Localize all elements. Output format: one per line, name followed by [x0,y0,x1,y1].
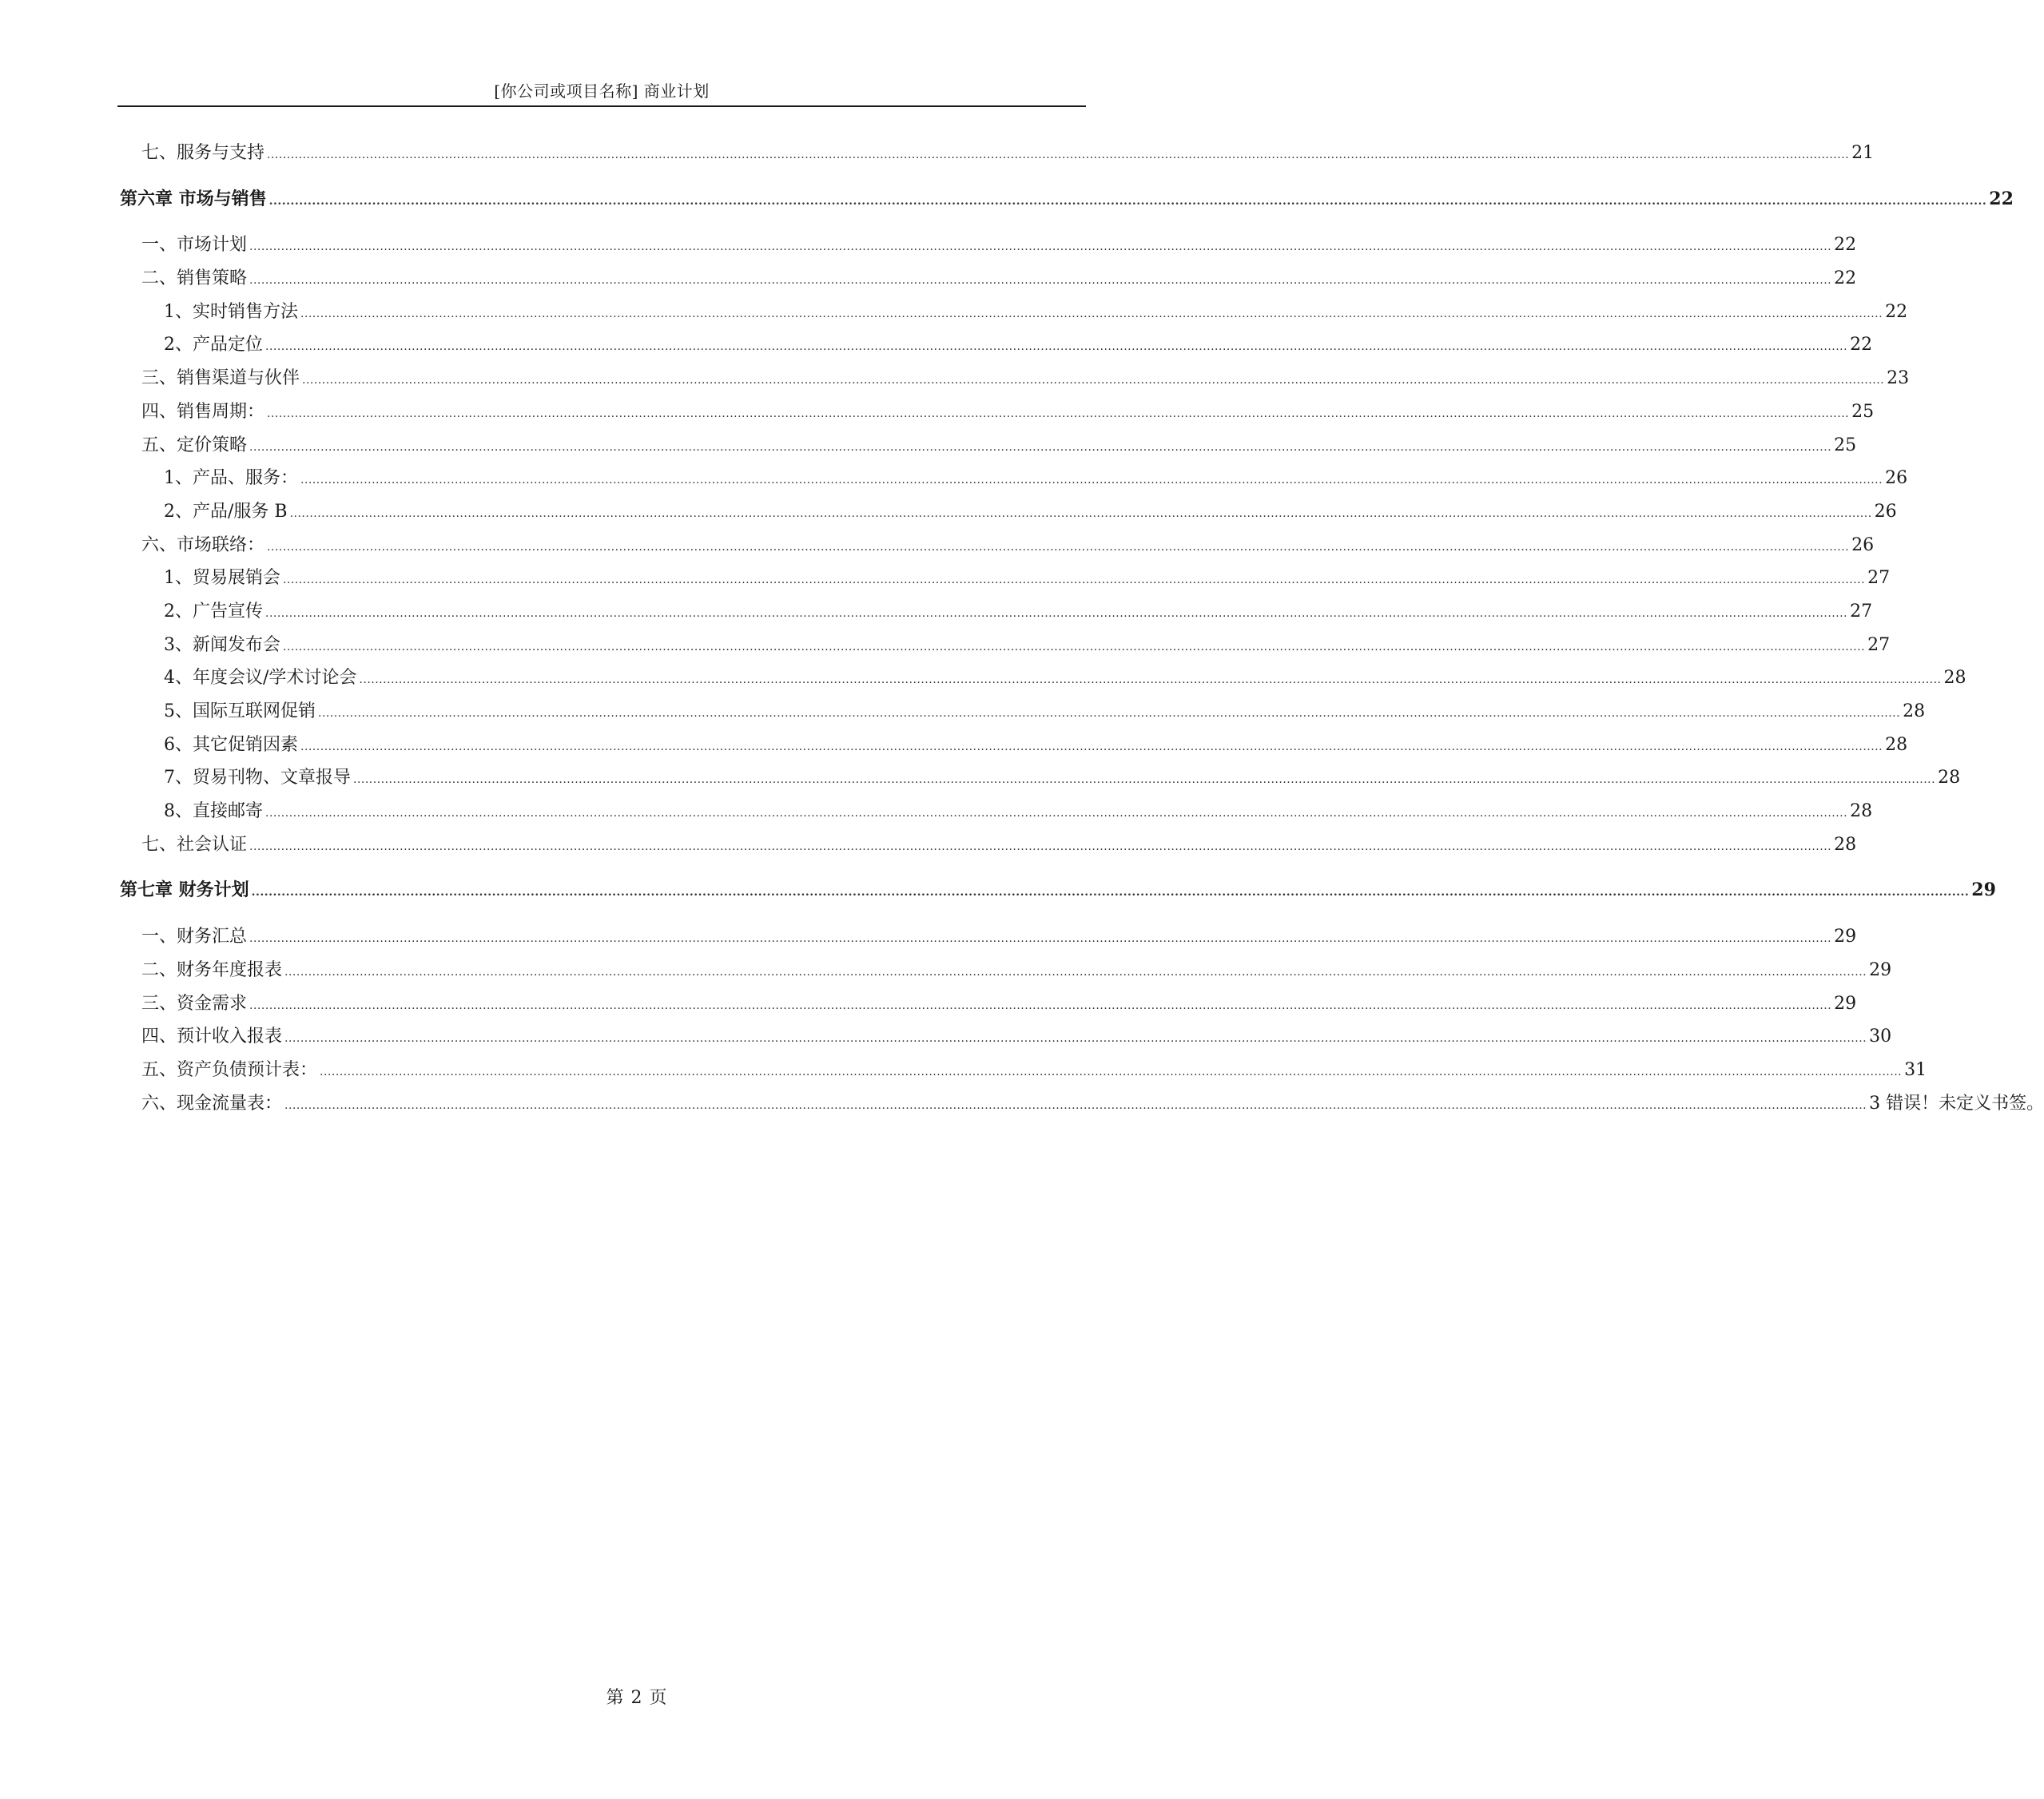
toc-entry-title: 6、其它促销因素 [164,734,298,755]
toc-entry[interactable] [120,398,1875,431]
toc-entry-page: 27 [1867,634,1891,655]
toc-entry-title: 1、产品、服务： [164,468,298,489]
toc-entry-title: 三、资金需求 [141,993,248,1014]
toc-entry-page: 21 [1851,143,1875,163]
dot-leader: ................................................................................................................................................................................................................................................................................................................................................................................................................ [265,606,1848,620]
toc-entry-page: 28 [1943,668,1966,689]
toc-entry-page: 29 [1869,959,1892,980]
toc-entry[interactable] [120,697,1926,731]
toc-entry-title: 7、贸易刊物、文章报导 [164,768,351,788]
toc-entry-title: 5、国际互联网促销 [164,701,316,721]
dot-leader: ................................................................................................................................................................................................................................................................................................................................................................................................................ [267,407,1850,420]
toc-entry-title: 第六章 市场与销售 [120,188,267,209]
toc-entry-page: 29 [1834,927,1857,947]
toc-entry-page: 22 [1850,335,1873,355]
dot-leader: ................................................................................................................................................................................................................................................................................................................................................................................................................ [249,932,1832,946]
toc-entry-page: 28 [1885,734,1908,755]
toc-entry-page: 22 [1834,235,1857,256]
dot-leader: ................................................................................................................................................................................................................................................................................................................................................................................................................ [353,773,1936,787]
toc-entry-page: 31 [1904,1059,1927,1080]
dot-leader: ................................................................................................................................................................................................................................................................................................................................................................................................................ [251,886,1970,900]
toc-entry-title: 3、新闻发布会 [164,634,280,655]
toc-entry-page: 25 [1834,435,1857,455]
toc-entry[interactable] [120,1090,2044,1123]
toc-entry-title: 一、市场计划 [141,235,248,256]
toc-entry-page: 28 [1938,768,1961,788]
toc-entry-title: 4、年度会议/学术讨论会 [164,668,357,689]
toc-entry[interactable] [120,298,1908,332]
toc-entry-title: 8、直接邮寄 [164,801,263,822]
toc-entry-title: 七、服务与支持 [141,143,265,163]
toc-entry-title: 四、销售周期： [141,401,265,422]
toc-entry-page: 28 [1903,701,1926,721]
toc-entry-page: 22 [1834,268,1857,289]
toc-entry-title: 六、现金流量表： [141,1093,283,1114]
toc-entry[interactable] [120,464,1908,498]
dot-leader: ................................................................................................................................................................................................................................................................................................................................................................................................................ [249,840,1832,853]
dot-leader: ................................................................................................................................................................................................................................................................................................................................................................................................................ [265,807,1848,820]
toc-entry[interactable] [120,564,1891,598]
toc-entry-title: 五、资产负债预计表： [141,1059,318,1080]
dot-leader: ................................................................................................................................................................................................................................................................................................................................................................................................................ [300,474,1883,487]
toc-entry-page: 26 [1885,468,1908,489]
toc-chapter[interactable] [120,185,2014,219]
toc-entry[interactable] [120,831,1857,864]
toc-entry-page: 27 [1850,601,1873,622]
toc-entry[interactable] [120,664,1966,697]
toc-entry[interactable] [120,797,1873,831]
toc-entry-page: 29 [1971,880,1996,901]
toc-chapter[interactable] [120,876,1996,910]
toc-entry-title: 二、销售策略 [141,268,248,289]
dot-leader: ................................................................................................................................................................................................................................................................................................................................................................................................................ [268,194,1987,208]
toc-entry-title: 1、贸易展销会 [164,568,280,589]
toc-entry[interactable] [120,331,1873,364]
dot-leader: ................................................................................................................................................................................................................................................................................................................................................................................................................ [300,307,1883,320]
dot-leader: ................................................................................................................................................................................................................................................................................................................................................................................................................ [283,574,1866,587]
toc-entry-title: 一、财务汇总 [141,927,248,947]
toc-entry-page: 27 [1867,568,1891,589]
toc-entry-title: 2、广告宣传 [164,601,263,622]
dot-leader: ................................................................................................................................................................................................................................................................................................................................................................................................................ [249,999,1832,1012]
dot-leader: ................................................................................................................................................................................................................................................................................................................................................................................................................ [289,506,1872,520]
toc-entry-page: 22 [1989,188,2014,209]
toc-entry[interactable] [120,990,1857,1023]
toc-entry[interactable] [120,731,1908,764]
toc-entry[interactable] [120,764,1961,797]
dot-leader: ................................................................................................................................................................................................................................................................................................................................................................................................................ [320,1065,1903,1078]
toc-entry-page: 30 [1869,1027,1892,1047]
toc-entry-page: 26 [1851,534,1875,555]
toc-entry[interactable] [120,498,1897,531]
toc-entry[interactable] [120,364,1910,398]
toc-entry-page: 22 [1885,301,1908,322]
dot-leader: ................................................................................................................................................................................................................................................................................................................................................................................................................ [249,440,1832,454]
page-number: 第 2 页 [606,1688,668,1708]
dot-leader: ................................................................................................................................................................................................................................................................................................................................................................................................................ [318,707,1901,720]
toc-entry-title: 五、定价策略 [141,435,248,455]
dot-leader: ................................................................................................................................................................................................................................................................................................................................................................................................................ [249,240,1832,254]
toc-entry-title: 三、销售渠道与伙伴 [141,368,300,389]
toc-entry-page: 26 [1874,501,1897,522]
dot-leader: ................................................................................................................................................................................................................................................................................................................................................................................................................ [359,673,1942,687]
dot-leader: ................................................................................................................................................................................................................................................................................................................................................................................................................ [300,740,1883,753]
page-header [117,73,1086,107]
dot-leader: ................................................................................................................................................................................................................................................................................................................................................................................................................ [283,640,1866,653]
toc-entry[interactable] [120,1023,1892,1056]
dot-leader: ................................................................................................................................................................................................................................................................................................................................................................................................................ [284,1032,1867,1046]
toc-entry[interactable] [120,139,1875,173]
dot-leader: ................................................................................................................................................................................................................................................................................................................................................................................................................ [265,340,1848,354]
dot-leader: ................................................................................................................................................................................................................................................................................................................................................................................................................ [267,149,1850,161]
toc-entry[interactable] [120,598,1873,631]
dot-leader: ................................................................................................................................................................................................................................................................................................................................................................................................................ [284,1098,1867,1112]
toc-entry-title: 六、市场联络： [141,534,265,555]
toc-entry-page: 23 [1887,368,1910,389]
toc-entry[interactable] [120,923,1857,956]
toc-entry-page: 3 错误！未定义书签。 [1869,1093,2044,1114]
header-title: [你公司或项目名称] 商业计划 [494,81,710,101]
toc-entry-title: 七、社会认证 [141,834,248,855]
toc-entry-title: 2、产品定位 [164,335,263,355]
table-of-contents [120,139,2044,1122]
dot-leader: ................................................................................................................................................................................................................................................................................................................................................................................................................ [267,540,1850,554]
toc-entry-title: 第七章 财务计划 [120,880,249,901]
toc-entry[interactable] [120,1056,1927,1090]
toc-entry[interactable] [120,531,1875,565]
toc-entry[interactable] [120,264,1857,298]
toc-entry[interactable] [120,631,1891,665]
toc-entry-page: 28 [1834,834,1857,855]
toc-entry[interactable] [120,231,1857,264]
toc-entry-title: 1、实时销售方法 [164,301,298,322]
toc-entry-page: 29 [1834,993,1857,1014]
toc-entry-title: 2、产品/服务 B [164,501,288,522]
dot-leader: ................................................................................................................................................................................................................................................................................................................................................................................................................ [284,965,1867,979]
toc-entry-page: 25 [1851,401,1875,422]
toc-entry[interactable] [120,956,1892,990]
toc-entry-title: 四、预计收入报表 [141,1027,283,1047]
toc-entry-title: 二、财务年度报表 [141,959,283,980]
dot-leader: ................................................................................................................................................................................................................................................................................................................................................................................................................ [302,374,1885,387]
dot-leader: ................................................................................................................................................................................................................................................................................................................................................................................................................ [249,274,1832,288]
toc-entry-page: 28 [1850,801,1873,822]
toc-entry[interactable] [120,431,1857,465]
